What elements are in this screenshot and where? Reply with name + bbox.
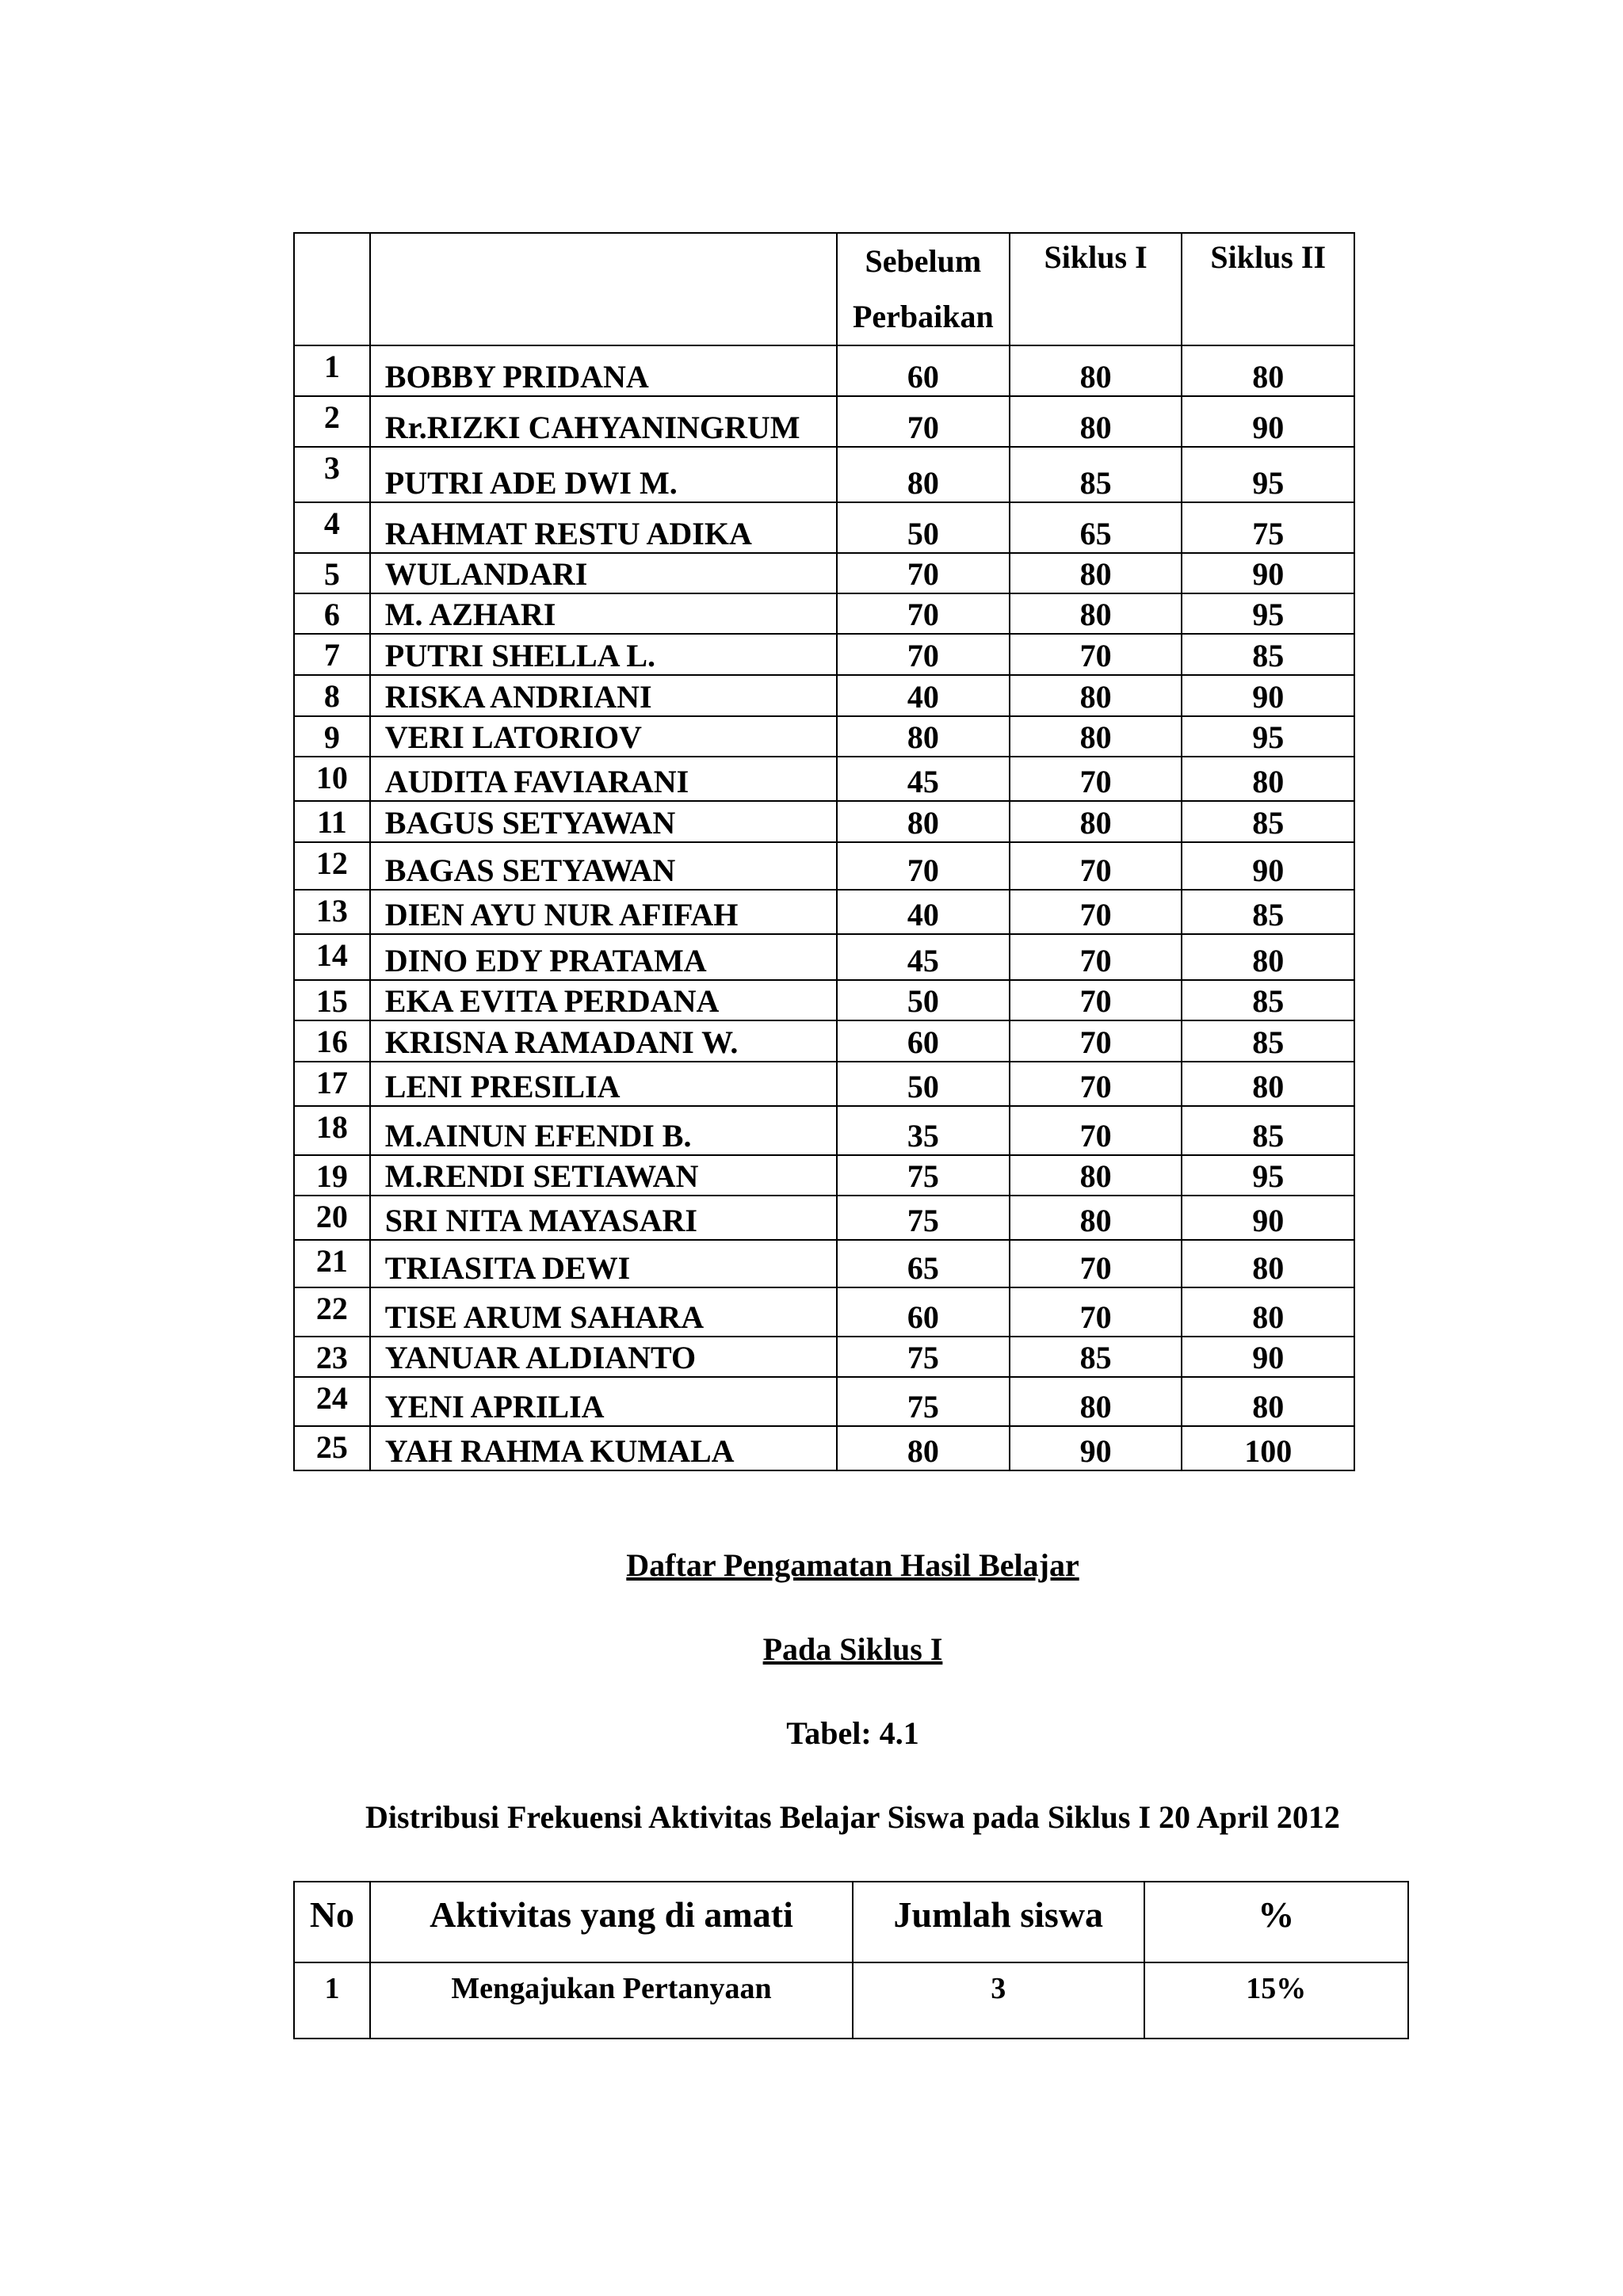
- student-row: [294, 447, 1354, 502]
- score-before: 80: [837, 716, 1010, 757]
- student-row: [294, 396, 1354, 447]
- student-row: [294, 1020, 1354, 1062]
- row-number: 12: [294, 842, 370, 890]
- score-cycle-1: 70: [1010, 1020, 1182, 1062]
- row-number: 6: [294, 593, 370, 634]
- score-cycle-2: 95: [1182, 716, 1354, 757]
- score-before: 75: [837, 1155, 1010, 1196]
- score-cycle-1: 85: [1010, 1337, 1182, 1377]
- score-cycle-2: 80: [1182, 1240, 1354, 1287]
- score-cycle-1: 70: [1010, 1240, 1182, 1287]
- score-before: 40: [837, 890, 1010, 934]
- student-row: [294, 842, 1354, 890]
- student-row: [294, 593, 1354, 634]
- student-row: [294, 1155, 1354, 1196]
- score-cycle-1: 65: [1010, 502, 1182, 553]
- score-before: 80: [837, 801, 1010, 842]
- row-number: 8: [294, 675, 370, 716]
- score-cycle-2: 85: [1182, 1106, 1354, 1155]
- score-cycle-1: 70: [1010, 1287, 1182, 1337]
- row-number: 14: [294, 934, 370, 980]
- score-cycle-1: 70: [1010, 842, 1182, 890]
- score-cycle-2: 80: [1182, 1377, 1354, 1426]
- activity-table: [293, 1881, 1409, 2039]
- score-before: 60: [837, 345, 1010, 396]
- score-cycle-1: 80: [1010, 801, 1182, 842]
- score-before: 60: [837, 1287, 1010, 1337]
- student-row: [294, 675, 1354, 716]
- student-name: M.RENDI SETIAWAN: [370, 1155, 837, 1196]
- row-number: 23: [294, 1337, 370, 1377]
- activity-header-percent: %: [1144, 1882, 1408, 1962]
- student-row: [294, 1106, 1354, 1155]
- score-cycle-2: 90: [1182, 553, 1354, 593]
- score-before: 75: [837, 1337, 1010, 1377]
- activity-count: 3: [853, 1962, 1144, 2039]
- score-before: 50: [837, 502, 1010, 553]
- score-cycle-2: 80: [1182, 934, 1354, 980]
- scores-table: [293, 232, 1355, 1471]
- row-number: 17: [294, 1062, 370, 1106]
- score-before: 45: [837, 934, 1010, 980]
- score-before: 70: [837, 593, 1010, 634]
- table-caption: Distribusi Frekuensi Aktivitas Belajar Siswa pada Siklus I 20 April 2012: [365, 1799, 1340, 1835]
- row-number: 19: [294, 1155, 370, 1196]
- score-cycle-2: 100: [1182, 1426, 1354, 1470]
- student-name: PUTRI SHELLA L.: [370, 634, 837, 675]
- score-cycle-2: 80: [1182, 757, 1354, 801]
- score-cycle-1: 90: [1010, 1426, 1182, 1470]
- score-before: 35: [837, 1106, 1010, 1155]
- student-row: [294, 1062, 1354, 1106]
- student-row: [294, 934, 1354, 980]
- activity-percent: 15%: [1144, 1962, 1408, 2039]
- score-cycle-2: 80: [1182, 1287, 1354, 1337]
- activity-header-row: [294, 1882, 1408, 1962]
- header-before-line2: Perbaikan: [852, 299, 994, 334]
- cycle-subtitle: Pada Siklus I: [762, 1631, 943, 1667]
- score-cycle-2: 85: [1182, 634, 1354, 675]
- student-row: [294, 1196, 1354, 1240]
- student-name: KRISNA RAMADANI W.: [370, 1020, 837, 1062]
- score-before: 75: [837, 1377, 1010, 1426]
- row-number: 7: [294, 634, 370, 675]
- student-name: BAGAS SETYAWAN: [370, 842, 837, 890]
- header-before-improvement: [837, 233, 1010, 345]
- scores-header-row: [294, 233, 1354, 345]
- score-cycle-2: 90: [1182, 675, 1354, 716]
- header-before-line1: Sebelum: [865, 243, 982, 279]
- score-cycle-1: 80: [1010, 1196, 1182, 1240]
- score-before: 70: [837, 842, 1010, 890]
- score-before: 70: [837, 553, 1010, 593]
- student-name: AUDITA FAVIARANI: [370, 757, 837, 801]
- score-cycle-2: 90: [1182, 1337, 1354, 1377]
- score-cycle-2: 85: [1182, 890, 1354, 934]
- student-name: PUTRI ADE DWI M.: [370, 447, 837, 502]
- student-name: WULANDARI: [370, 553, 837, 593]
- student-row: [294, 634, 1354, 675]
- row-number: 5: [294, 553, 370, 593]
- row-number: 21: [294, 1240, 370, 1287]
- student-name: SRI NITA MAYASARI: [370, 1196, 837, 1240]
- row-number: 1: [294, 345, 370, 396]
- score-cycle-2: 80: [1182, 345, 1354, 396]
- score-cycle-1: 80: [1010, 1377, 1182, 1426]
- score-cycle-1: 80: [1010, 345, 1182, 396]
- score-cycle-1: 80: [1010, 716, 1182, 757]
- student-row: [294, 1377, 1354, 1426]
- score-before: 80: [837, 1426, 1010, 1470]
- observation-title: Daftar Pengamatan Hasil Belajar: [626, 1547, 1079, 1583]
- score-before: 70: [837, 396, 1010, 447]
- score-before: 60: [837, 1020, 1010, 1062]
- student-name: YANUAR ALDIANTO: [370, 1337, 837, 1377]
- table-label: Tabel: 4.1: [786, 1715, 919, 1751]
- student-name: M. AZHARI: [370, 593, 837, 634]
- activity-row: [294, 1962, 1408, 2039]
- score-cycle-2: 95: [1182, 593, 1354, 634]
- student-name: YENI APRILIA: [370, 1377, 837, 1426]
- activity-header-no: No: [294, 1882, 370, 1962]
- row-number: 24: [294, 1377, 370, 1426]
- student-row: [294, 345, 1354, 396]
- student-name: EKA EVITA PERDANA: [370, 980, 837, 1020]
- score-cycle-2: 90: [1182, 396, 1354, 447]
- student-name: M.AINUN EFENDI B.: [370, 1106, 837, 1155]
- score-cycle-2: 95: [1182, 1155, 1354, 1196]
- student-name: DINO EDY PRATAMA: [370, 934, 837, 980]
- activity-name: Mengajukan Pertanyaan: [370, 1962, 853, 2039]
- row-number: 16: [294, 1020, 370, 1062]
- student-row: [294, 1240, 1354, 1287]
- score-cycle-2: 85: [1182, 980, 1354, 1020]
- header-cycle-2: Siklus II: [1182, 233, 1354, 345]
- score-cycle-1: 80: [1010, 553, 1182, 593]
- row-number: 13: [294, 890, 370, 934]
- student-name: VERI LATORIOV: [370, 716, 837, 757]
- student-row: [294, 716, 1354, 757]
- student-row: [294, 1337, 1354, 1377]
- student-name: YAH RAHMA KUMALA: [370, 1426, 837, 1470]
- score-cycle-1: 70: [1010, 634, 1182, 675]
- student-row: [294, 1426, 1354, 1470]
- student-row: [294, 1287, 1354, 1337]
- score-cycle-1: 80: [1010, 675, 1182, 716]
- row-number: 10: [294, 757, 370, 801]
- score-cycle-1: 80: [1010, 593, 1182, 634]
- student-row: [294, 980, 1354, 1020]
- student-name: TRIASITA DEWI: [370, 1240, 837, 1287]
- scores-body: [294, 345, 1354, 1470]
- score-cycle-1: 70: [1010, 757, 1182, 801]
- score-before: 50: [837, 980, 1010, 1020]
- score-cycle-2: 90: [1182, 842, 1354, 890]
- score-before: 40: [837, 675, 1010, 716]
- student-row: [294, 553, 1354, 593]
- score-cycle-1: 70: [1010, 1062, 1182, 1106]
- row-number: 9: [294, 716, 370, 757]
- score-cycle-2: 85: [1182, 1020, 1354, 1062]
- student-name: BAGUS SETYAWAN: [370, 801, 837, 842]
- score-before: 45: [837, 757, 1010, 801]
- student-name: TISE ARUM SAHARA: [370, 1287, 837, 1337]
- activity-no: 1: [294, 1962, 370, 2039]
- activity-header-count: Jumlah siswa: [853, 1882, 1144, 1962]
- student-name: RISKA ANDRIANI: [370, 675, 837, 716]
- student-name: Rr.RIZKI CAHYANINGRUM: [370, 396, 837, 447]
- row-number: 15: [294, 980, 370, 1020]
- student-row: [294, 757, 1354, 801]
- score-cycle-1: 85: [1010, 447, 1182, 502]
- score-cycle-2: 80: [1182, 1062, 1354, 1106]
- score-cycle-2: 85: [1182, 801, 1354, 842]
- score-cycle-1: 70: [1010, 980, 1182, 1020]
- score-cycle-1: 80: [1010, 396, 1182, 447]
- student-row: [294, 502, 1354, 553]
- score-before: 65: [837, 1240, 1010, 1287]
- score-cycle-2: 75: [1182, 502, 1354, 553]
- row-number: 25: [294, 1426, 370, 1470]
- student-name: BOBBY PRIDANA: [370, 345, 837, 396]
- score-cycle-2: 95: [1182, 447, 1354, 502]
- score-cycle-1: 70: [1010, 1106, 1182, 1155]
- row-number: 2: [294, 396, 370, 447]
- score-before: 80: [837, 447, 1010, 502]
- header-cycle-1: Siklus I: [1010, 233, 1182, 345]
- score-cycle-1: 70: [1010, 934, 1182, 980]
- score-cycle-2: 90: [1182, 1196, 1354, 1240]
- student-name: RAHMAT RESTU ADIKA: [370, 502, 837, 553]
- student-name: LENI PRESILIA: [370, 1062, 837, 1106]
- score-before: 75: [837, 1196, 1010, 1240]
- score-cycle-1: 70: [1010, 890, 1182, 934]
- row-number: 20: [294, 1196, 370, 1240]
- activity-header-activity: Aktivitas yang di amati: [370, 1882, 853, 1962]
- score-cycle-1: 80: [1010, 1155, 1182, 1196]
- row-number: 18: [294, 1106, 370, 1155]
- student-row: [294, 890, 1354, 934]
- score-before: 70: [837, 634, 1010, 675]
- student-row: [294, 801, 1354, 842]
- row-number: 4: [294, 502, 370, 553]
- student-name: DIEN AYU NUR AFIFAH: [370, 890, 837, 934]
- row-number: 22: [294, 1287, 370, 1337]
- row-number: 3: [294, 447, 370, 502]
- header-no: [294, 233, 370, 345]
- row-number: 11: [294, 801, 370, 842]
- header-name: [370, 233, 837, 345]
- score-before: 50: [837, 1062, 1010, 1106]
